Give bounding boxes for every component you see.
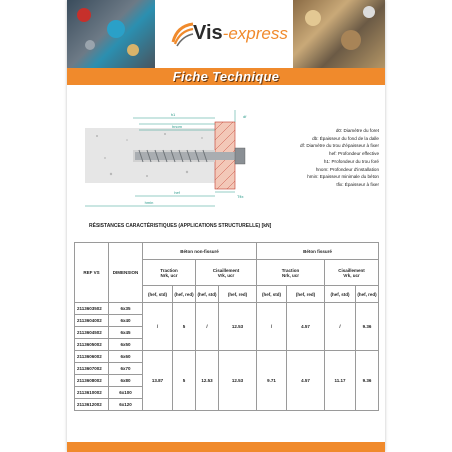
value-cell: 12.53 (196, 351, 219, 411)
header-traction: Traction Nrk, ucr (143, 260, 196, 286)
legend-item: hnom: Profondeur d'installation (315, 166, 379, 172)
legend-item: d0: Diamètre du foret (335, 128, 379, 133)
header-hef-std: (hef, std) (143, 286, 173, 303)
tools-photo (67, 0, 155, 68)
dim-cell: 6x50 (109, 339, 143, 351)
h1-label: h1 (170, 112, 176, 117)
screw-anchor (135, 152, 239, 160)
header-non-fissure: Béton non-fissuré (143, 243, 257, 260)
logo-swoosh-icon (171, 20, 195, 48)
header (67, 0, 385, 84)
vis-express-logo (171, 20, 291, 50)
title-banner (67, 68, 385, 85)
dim-cell: 6x40 (109, 315, 143, 327)
table-row (75, 351, 379, 363)
dim-cell: 6x120 (109, 399, 143, 411)
value-cell: 13.87 (143, 351, 173, 411)
legend-item: hmin: Epaisseur minimale du béton (307, 174, 379, 180)
value-cell: 12.53 (219, 351, 257, 411)
dim-cell: 6x35 (109, 303, 143, 315)
header-cisaillement: Cisaillement Vrk, ucr (325, 260, 379, 286)
screw-head (235, 148, 245, 164)
value-cell: 9.36 (356, 303, 379, 351)
datasheet-page (67, 0, 385, 452)
dim-cell: 6x70 (109, 363, 143, 375)
tfix-label: Tfix (237, 194, 244, 199)
value-cell: 12.53 (219, 303, 257, 351)
hef-label: hef (174, 190, 180, 195)
value-cell: / (196, 303, 219, 351)
dim-cell: 6x45 (109, 327, 143, 339)
ref-cell: 2113604002 (75, 315, 109, 327)
header-hef-red: (hef, red) (219, 286, 257, 303)
df-label: df (243, 114, 247, 119)
ref-cell: 2113606002 (75, 351, 109, 363)
ref-cell: 2113610002 (75, 387, 109, 399)
ref-cell: 2113605002 (75, 339, 109, 351)
ref-cell: 2113607002 (75, 363, 109, 375)
value-cell: 4.57 (287, 303, 325, 351)
value-cell: / (325, 303, 356, 351)
value-cell: 11.17 (325, 351, 356, 411)
dim-cell: 6x80 (109, 375, 143, 387)
anchor-diagram (77, 106, 252, 216)
screws-photo (293, 0, 385, 68)
brand-name: Vis-express (193, 22, 288, 44)
legend-item: tfix: Épaisseur à fixer (336, 181, 379, 187)
header-cisaillement: Cisaillement Vrk, ucr (196, 260, 257, 286)
dim-cell: 6x100 (109, 387, 143, 399)
value-cell: / (143, 303, 173, 351)
ref-cell: 2113603502 (75, 303, 109, 315)
ref-cell: 2113612002 (75, 399, 109, 411)
banner-title: Fiche Technique (172, 69, 280, 84)
legend-item: db: Épaisseur du fond de la dalle (312, 135, 379, 141)
value-cell: 4.57 (287, 351, 325, 411)
header-hef-red: (hef, red) (356, 286, 379, 303)
header-hef-std: (hef, std) (257, 286, 287, 303)
value-cell: 5 (173, 303, 196, 351)
resistance-table (74, 242, 378, 411)
legend-item: h1: Profondeur du trou foré (323, 158, 379, 164)
header-hef-std: (hef, std) (325, 286, 356, 303)
hmin-label: hmin (144, 200, 154, 205)
ref-cell: 2113604502 (75, 327, 109, 339)
ref-cell: 2113608002 (75, 375, 109, 387)
legend-item: df: Diamètre du trou d'épaisseur à fixer (299, 143, 379, 149)
header-hef-std: (hef, std) (196, 286, 219, 303)
footer-bar (67, 442, 385, 452)
header-dimension: DIMENSION (109, 243, 143, 303)
header-ref: REF VS (75, 243, 109, 303)
legend-item: hef: Profondeur effective (329, 151, 379, 157)
header-hef-red: (hef, red) (173, 286, 196, 303)
header-hef-red: (hef, red) (287, 286, 325, 303)
value-cell: / (257, 303, 287, 351)
table-row (75, 303, 379, 315)
section-title: RÉSISTANCES CARACTÉRISTIQUES (APPLICATIONS STRUCTURELLE) [kN] (89, 223, 272, 229)
value-cell: 9.36 (356, 351, 379, 411)
header-fissure: Béton fissuré (257, 243, 379, 260)
value-cell: 5 (173, 351, 196, 411)
dim-cell: 6x60 (109, 351, 143, 363)
legend (257, 127, 379, 189)
header-traction: Traction Nrk, ucr (257, 260, 325, 286)
value-cell: 9.71 (257, 351, 287, 411)
hnom-label: hnom (171, 124, 183, 129)
